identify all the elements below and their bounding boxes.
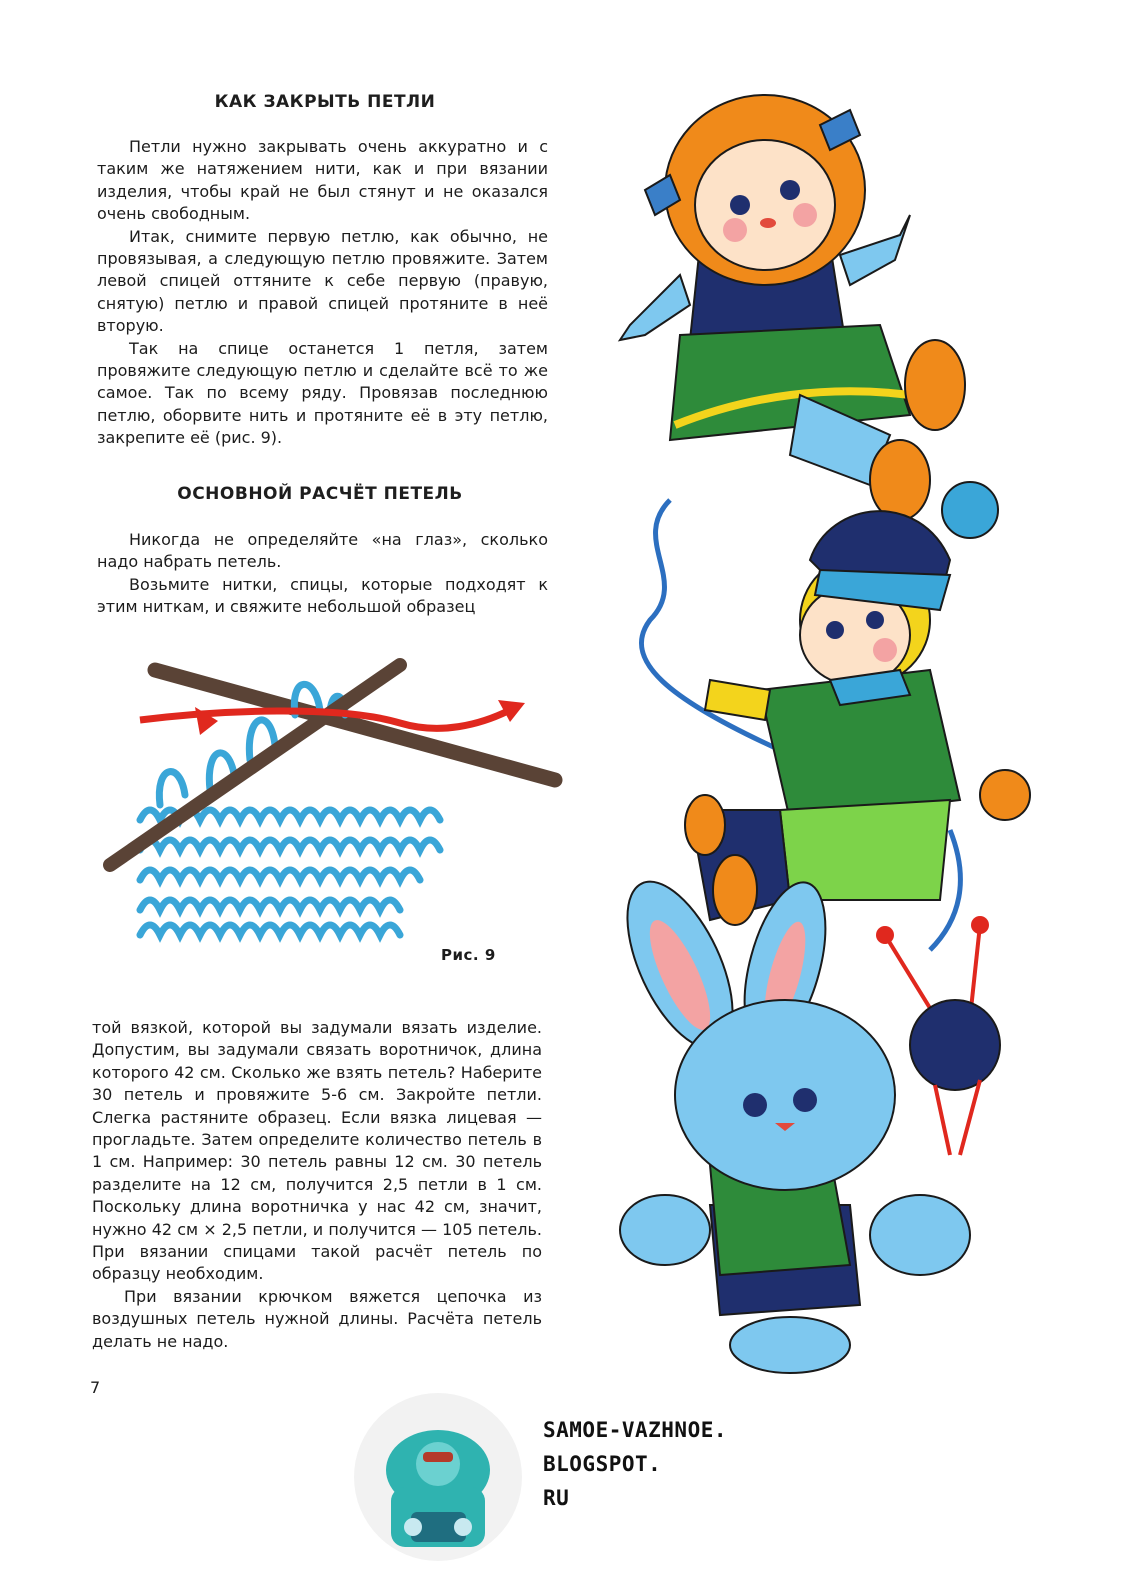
robot-logo-icon: [353, 1392, 523, 1562]
paragraph: Итак, снимите первую петлю, как обычно, не провязывая, а следующую петлю провяжите. Затем левой спицей оттяните к себе первую (правую, снятую) петлю и правой спицей протяните в неё вторую.: [97, 226, 548, 336]
section1-title: КАК ЗАКРЫТЬ ПЕТЛИ: [214, 92, 436, 112]
paragraph: Так на спице останется 1 петля, затем провяжите следующую петлю и сделайте всё то же самое. Так по всему ряду. Провязав последнюю петлю, оборвите нить и протяните её в эту петлю, закрепите её (рис. 9).: [97, 338, 548, 448]
watermark-line: RU: [543, 1486, 570, 1510]
watermark-line: BLOGSPOT.: [543, 1452, 662, 1476]
section1-text: [97, 136, 548, 450]
section2-continuation: [92, 1017, 542, 1353]
section2-title: ОСНОВНОЙ РАСЧЁТ ПЕТЕЛЬ: [177, 484, 463, 504]
paragraph: Никогда не определяйте «на глаз», сколько надо набрать петель.: [97, 530, 548, 572]
needle-icon: [155, 670, 555, 780]
boy-doll-illustration: [630, 480, 1030, 960]
paragraph: Возьмите нитки, спицы, которые подходят к этим ниткам, и свяжите небольшой образец: [97, 574, 548, 617]
bunny-illustration: [620, 905, 1040, 1375]
paragraph: той вязкой, которой вы задумали вязать изделие. Допустим, вы задумали связать воротничок, длина которого 42 см. Сколько же взять петель? Наберите 30 петель и провяжите 5-6 см. Закройте петли. Слегка растяните образец. Если вязка лицевая — прогладьте. Затем определите количество петель в 1 см. Например: 30 петель равны 12 см. 30 петель разделите на 12 см, получится 2,5 петли в 1 см. Поскольку длина воротничка у нас 42 см, значит, нужно 42 см × 2,5 петли, и получится — 105 петель. При вязании спицами такой расчёт петель по образцу необходим.: [92, 1018, 542, 1284]
watermark-text: [543, 1413, 727, 1515]
page-number: 7: [90, 1378, 101, 1397]
section2-text: [97, 529, 548, 619]
paragraph: При вязании крючком вяжется цепочка из воздушных петель нужной длины. Расчёта петель делать не надо.: [92, 1286, 542, 1351]
knitting-figure: [100, 655, 540, 955]
watermark-line: SAMOE-VAZHNOE.: [543, 1418, 728, 1442]
paragraph: Петли нужно закрывать очень аккуратно и с таким же натяжением нити, как и при вязании изделия, чтобы край не был стянут и не оказался очень свободным.: [97, 137, 548, 224]
girl-doll-illustration: [610, 95, 970, 495]
figure-caption: Рис. 9: [441, 946, 496, 964]
